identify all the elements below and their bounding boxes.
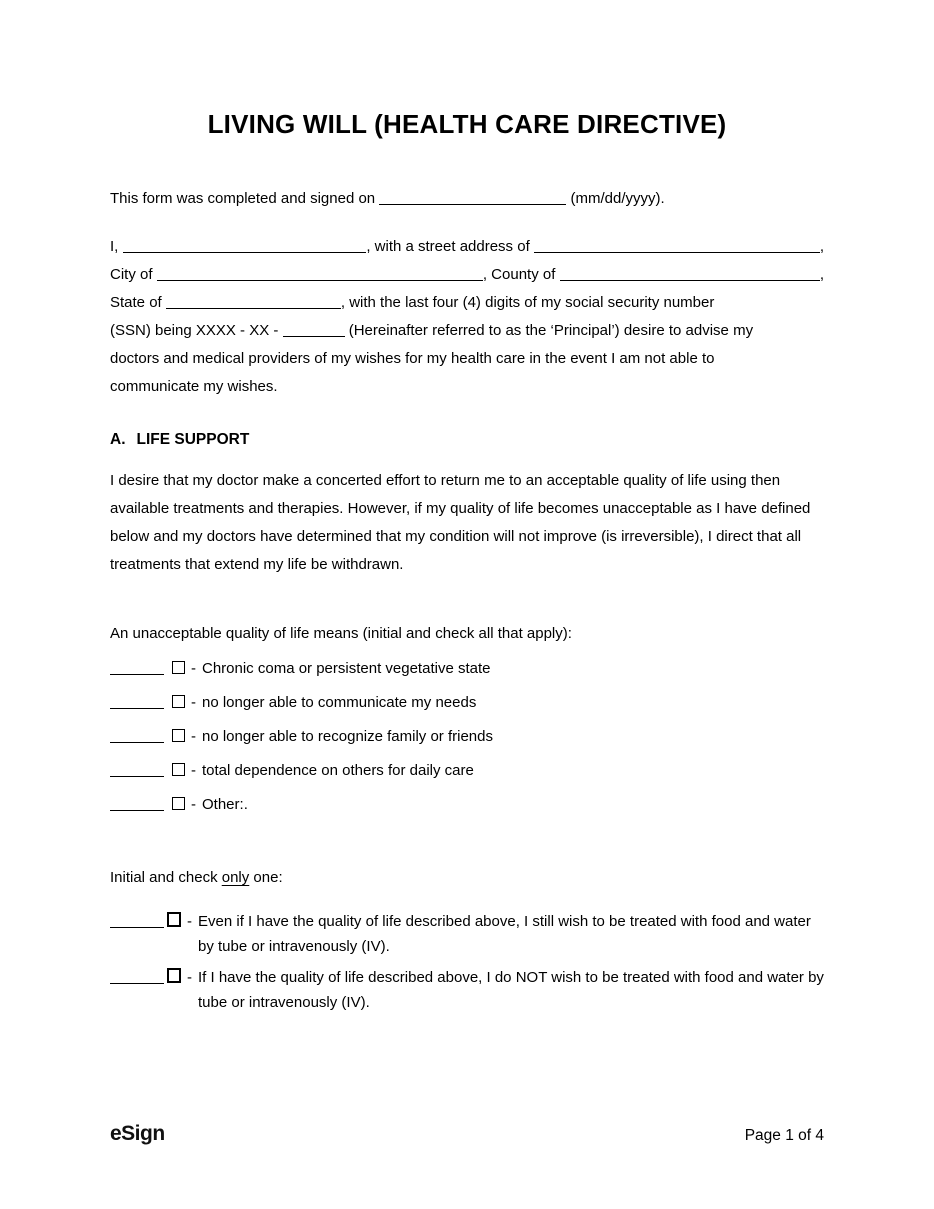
checkbox-other[interactable] [172,797,185,810]
initials-blank[interactable] [110,707,164,709]
county-blank[interactable] [560,279,820,281]
signed-on-text: This form was completed and signed on [110,190,380,207]
dash-separator: - [191,762,196,779]
check-label: If I have the quality of life described above, I do NOT wish to be treated with food and water by tube or intravenously (IV). [198,969,824,1011]
dash-separator: - [187,969,192,986]
check-row-feed-yes [110,909,824,959]
section-a-number: A. [110,431,126,448]
checkbox-feed-no[interactable] [167,968,181,983]
esign-logo: eSign [110,1122,165,1145]
intro-text: (SSN) being XXXX - XX - [110,322,283,339]
check-label: Chronic coma or persistent vegetative state [202,660,491,677]
page-number: Page 1 of 4 [744,1127,824,1144]
ssn-last-four-blank[interactable] [283,335,345,337]
intro-text: , with the last four (4) digits of my social security number [340,294,715,311]
initials-blank[interactable] [110,926,164,928]
page-title: LIVING WILL (HEALTH CARE DIRECTIVE) [207,109,727,139]
check-row-recognize-family [110,727,824,747]
check-row-feed-no [110,965,824,1015]
check-label: Even if I have the quality of life described above, I still wish to be treated with food and water by tube or intravenously (IV). [198,913,811,955]
intro-text: , [819,266,824,283]
check-label: no longer able to communicate my needs [202,694,477,711]
intro-text: , [819,238,824,255]
dash-separator: - [191,694,196,711]
only-prompt-text: Initial and check [110,869,222,886]
intro-text: State of [110,294,166,311]
initials-blank[interactable] [110,741,164,743]
checkbox-recognize-family[interactable] [172,729,185,742]
intro-text: I, [110,238,123,255]
checkbox-chronic-coma[interactable] [172,661,185,674]
intro-line-3 [110,289,824,317]
intro-line-4 [110,317,824,345]
date-format-hint: (mm/dd/yyyy). [566,190,665,207]
intro-text: City of [110,266,157,283]
intro-line-1 [110,233,824,261]
intro-line-5: doctors and medical providers of my wishes for my health care in the event I am not able to [110,350,715,367]
check-label: no longer able to recognize family or friends [202,728,493,745]
initials-blank[interactable] [110,809,164,811]
checkbox-communicate-needs[interactable] [172,695,185,708]
only-word-underlined: only [221,869,250,886]
intro-text: , County of [482,266,560,283]
intro-line-2 [110,261,824,289]
check-label: total dependence on others for daily care [202,762,474,779]
page-footer [110,1122,824,1146]
section-a-title: LIFE SUPPORT [136,431,250,448]
date-blank[interactable] [379,203,566,205]
city-blank[interactable] [157,279,483,281]
check-row-communicate-needs [110,693,824,713]
check-row-daily-care [110,761,824,781]
checkbox-feed-yes[interactable] [167,912,181,927]
check-row-other [110,795,824,815]
initials-blank[interactable] [110,982,164,984]
dash-separator: - [191,728,196,745]
only-prompt-text: one: [249,869,283,886]
document-content [110,0,824,1015]
check-row-chronic-coma [110,659,824,679]
initials-blank[interactable] [110,775,164,777]
section-a-heading [110,429,824,451]
intro-text: (Hereinafter referred to as the ‘Principal’) desire to advise my [344,322,754,339]
intro-text: , with a street address of [366,238,534,255]
street-address-blank[interactable] [534,251,820,253]
intro-line-6: communicate my wishes. [110,378,278,395]
check-label: Other: [202,796,244,813]
dash-separator: - [191,660,196,677]
state-blank[interactable] [166,307,341,309]
only-one-prompt [110,867,824,889]
checkbox-daily-care[interactable] [172,763,185,776]
initials-blank[interactable] [110,673,164,675]
other-period: . [243,796,248,813]
apply-all-prompt: An unacceptable quality of life means (initial and check all that apply): [110,625,572,642]
section-a-body: I desire that my doctor make a concerted effort to return me to an acceptable quality of life using then available treatments and therapies. However, if my quality of life becomes unacceptable as I have defined below and my doctors have determined that my condition will not improve (is irreversible), I direct that all treatments that extend my life be withdrawn. [110,472,811,573]
dash-separator: - [187,913,192,930]
dash-separator: - [191,796,196,813]
principal-paragraph [110,233,824,401]
principal-name-blank[interactable] [123,251,367,253]
signed-on-line [110,188,824,210]
